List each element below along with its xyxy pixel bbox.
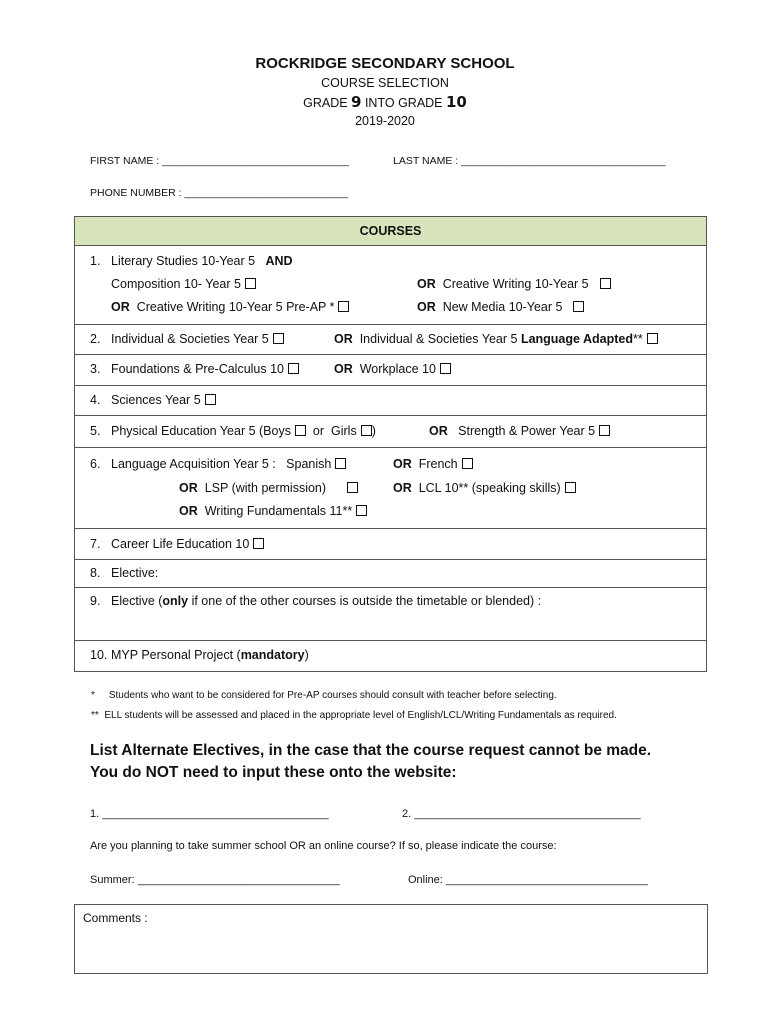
course-5-boys-checkbox[interactable] — [295, 425, 306, 436]
course-4-number: 4. — [90, 393, 101, 407]
course-row-8[interactable] — [75, 560, 707, 588]
course-6-spanish-checkbox[interactable] — [335, 458, 346, 469]
last-name-field[interactable] — [393, 155, 665, 167]
course-3-number: 3. — [90, 362, 101, 376]
course-6-lcl: LCL 10** (speaking skills) — [418, 481, 561, 495]
summer-label: Summer: — [90, 874, 135, 886]
course-2-individual-societies: Individual & Societies Year 5 — [111, 332, 269, 346]
course-6-number: 6. — [90, 457, 101, 471]
course-2-checkbox[interactable] — [273, 333, 284, 344]
or-label: OR — [393, 481, 412, 495]
course-2-double-star: ** — [632, 332, 643, 346]
course-row-5 — [75, 416, 707, 448]
course-6-spanish: Spanish — [286, 457, 332, 471]
course-6-lsp-checkbox[interactable] — [347, 482, 358, 493]
courses-heading: COURSES — [75, 217, 707, 246]
form-subtitle: COURSE SELECTION — [321, 76, 449, 90]
course-1-composition: Composition 10- Year 5 — [111, 277, 241, 291]
course-6-french: French — [418, 457, 458, 471]
course-9-elective-post: if one of the other courses is outside the timetable or blended) : — [188, 594, 542, 608]
course-4-checkbox[interactable] — [205, 394, 216, 405]
alternate-2-blank[interactable]: _____________________________________ — [414, 808, 641, 820]
course-2-adapted-checkbox[interactable] — [647, 333, 658, 344]
course-4-sciences: Sciences Year 5 — [111, 393, 201, 407]
last-name-label: LAST NAME : — [393, 155, 459, 167]
course-5-physical-education: Physical Education Year 5 (Boys — [111, 424, 291, 438]
course-8-number: 8. — [90, 566, 101, 580]
last-name-blank[interactable]: ___________________________________ — [461, 155, 666, 167]
course-6-lcl-checkbox[interactable] — [565, 482, 576, 493]
course-row-7 — [75, 529, 707, 560]
grade-line — [0, 93, 770, 111]
grade-from: 9 — [351, 93, 362, 111]
course-5-strength-checkbox[interactable] — [599, 425, 610, 436]
course-2-number: 2. — [90, 332, 101, 346]
course-1-creative-writing-checkbox[interactable] — [600, 278, 611, 289]
course-2-language-adapted: Language Adapted — [520, 332, 633, 346]
or-label: OR — [179, 481, 198, 495]
alternate-1-number: 1. — [90, 808, 100, 820]
course-3-workplace: Workplace 10 — [359, 362, 436, 376]
course-5-girls-checkbox[interactable] — [361, 425, 372, 436]
note-preap-text: Students who want to be considered for Pre-AP courses should consult with teacher before selecting. — [108, 690, 557, 701]
alternates-heading-1: List Alternate Electives, in the case that the course request cannot be made. — [90, 742, 652, 759]
course-1-literary: Literary Studies 10-Year 5 — [111, 254, 256, 268]
course-10-mandatory: mandatory — [240, 648, 305, 662]
course-7-checkbox[interactable] — [253, 538, 264, 549]
note-ell — [91, 710, 617, 721]
course-1-preap-checkbox[interactable] — [338, 301, 349, 312]
note-ell-mark: ** — [91, 710, 99, 721]
online-field[interactable] — [408, 874, 648, 886]
note-preap — [91, 690, 557, 701]
grade-mid: INTO GRADE — [361, 96, 446, 110]
or-label: OR — [417, 277, 436, 291]
course-6-language-acquisition: Language Acquisition Year 5 : — [111, 457, 276, 471]
grade-prefix: GRADE — [303, 96, 352, 110]
course-9-elective-pre: Elective ( — [111, 594, 163, 608]
course-7-career-life: Career Life Education 10 — [111, 537, 250, 551]
course-row-3 — [75, 355, 707, 386]
course-5-girls: Girls — [331, 424, 357, 438]
course-2-individual-societies-adapted: Individual & Societies Year 5 — [359, 332, 518, 346]
or-label: OR — [334, 332, 353, 346]
alternate-1-blank[interactable]: _____________________________________ — [102, 808, 329, 820]
alternates-heading-2: You do NOT need to input these onto the website: — [90, 764, 457, 781]
course-6-writing-fundamentals: Writing Fundamentals 11** — [204, 504, 353, 518]
comments-label: Comments : — [83, 911, 148, 925]
school-name: ROCKRIDGE SECONDARY SCHOOL — [255, 55, 515, 72]
course-5-close-paren: ) — [371, 424, 376, 438]
course-3-foundations-checkbox[interactable] — [288, 363, 299, 374]
note-ell-text: ELL students will be assessed and placed in the appropriate level of English/LCL/Writing Fundamentals as required. — [104, 710, 617, 721]
grade-to: 10 — [446, 93, 467, 111]
course-row-2 — [75, 325, 707, 355]
course-1-new-media: New Media 10-Year 5 — [442, 300, 563, 314]
comments-box[interactable] — [74, 904, 708, 974]
phone-blank[interactable]: ____________________________ — [184, 187, 349, 199]
course-10-myp-pre: MYP Personal Project ( — [111, 648, 241, 662]
or-label: OR — [334, 362, 353, 376]
course-row-1 — [75, 246, 707, 325]
course-8-elective: Elective: — [111, 566, 159, 580]
course-5-number: 5. — [90, 424, 101, 438]
course-1-new-media-checkbox[interactable] — [573, 301, 584, 312]
first-name-field[interactable] — [90, 155, 349, 167]
course-1-and: AND — [265, 254, 293, 268]
course-row-6 — [75, 448, 707, 529]
course-row-9[interactable] — [75, 588, 707, 641]
alternate-1-field[interactable] — [90, 808, 329, 820]
school-year: 2019-2020 — [355, 114, 415, 128]
course-1-number: 1. — [90, 254, 101, 268]
or-label: OR — [417, 300, 436, 314]
courses-table — [74, 216, 707, 672]
course-5-or: or — [312, 424, 325, 438]
first-name-label: FIRST NAME : — [90, 155, 160, 167]
course-3-foundations: Foundations & Pre-Calculus 10 — [111, 362, 285, 376]
course-9-number: 9. — [90, 594, 101, 608]
course-3-workplace-checkbox[interactable] — [440, 363, 451, 374]
summer-question: Are you planning to take summer school OR an online course? If so, please indicate the course: — [90, 840, 557, 852]
course-6-lsp: LSP (with permission) — [204, 481, 327, 495]
or-label: OR — [179, 504, 198, 518]
course-6-french-checkbox[interactable] — [462, 458, 473, 469]
phone-field[interactable] — [90, 187, 348, 199]
course-row-10 — [75, 641, 707, 672]
course-6-writing-checkbox[interactable] — [356, 505, 367, 516]
course-5-strength-power: Strength & Power Year 5 — [458, 424, 596, 438]
note-preap-mark: * — [91, 690, 95, 701]
alternate-2-number: 2. — [402, 808, 412, 820]
course-7-number: 7. — [90, 537, 101, 551]
course-1-composition-checkbox[interactable] — [245, 278, 256, 289]
alternate-2-field[interactable] — [402, 808, 641, 820]
summer-field[interactable] — [90, 874, 340, 886]
phone-label: PHONE NUMBER : — [90, 187, 182, 199]
or-label: OR — [429, 424, 448, 438]
or-label: OR — [393, 457, 412, 471]
course-10-number: 10. — [90, 648, 108, 662]
course-1-creative-writing: Creative Writing 10-Year 5 — [442, 277, 589, 291]
summer-blank[interactable]: _________________________________ — [137, 874, 340, 886]
course-1-creative-writing-preap: Creative Writing 10-Year 5 Pre-AP * — [136, 300, 335, 314]
course-10-myp-post: ) — [304, 648, 309, 662]
course-row-4 — [75, 386, 707, 416]
first-name-blank[interactable]: ________________________________ — [162, 155, 350, 167]
online-blank[interactable]: _________________________________ — [445, 874, 648, 886]
course-9-only: only — [162, 594, 189, 608]
or-label: OR — [111, 300, 130, 314]
online-label: Online: — [408, 874, 443, 886]
